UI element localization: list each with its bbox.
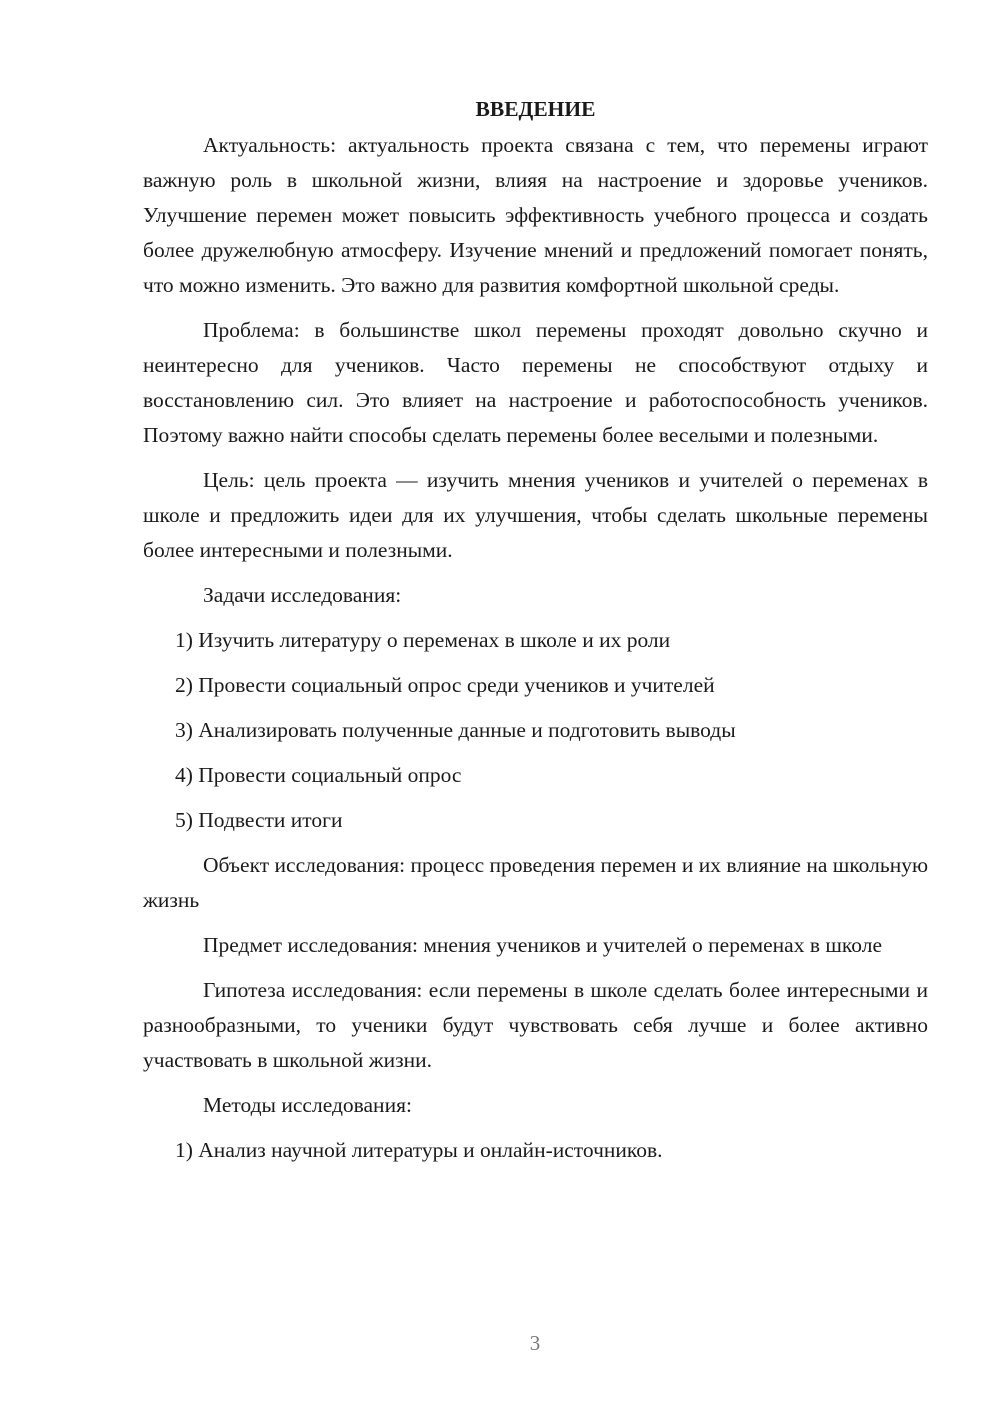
list-item: 3) Анализировать полученные данные и подготовить выводы [175, 718, 736, 742]
hypothesis-paragraph: Гипотеза исследования: если перемены в школе сделать более интересными и разнообразными, то ученики будут чувствовать себя лучше и более активно участвовать в школьной жизни. [143, 978, 928, 1072]
tasks-list [143, 623, 928, 838]
page-number: 3 [529, 1331, 541, 1355]
methods-heading: Методы исследования: [203, 1093, 412, 1117]
object-paragraph: Объект исследования: процесс проведения перемен и их влияние на школьную жизнь [143, 853, 929, 912]
tasks-heading: Задачи исследования: [203, 583, 402, 607]
list-item: 1) Изучить литературу о переменах в школе и их роли [175, 628, 671, 652]
document-page [143, 92, 928, 1178]
list-item: 4) Провести социальный опрос [175, 763, 462, 787]
methods-list [143, 1133, 928, 1168]
list-item: 5) Подвести итоги [175, 808, 343, 832]
subject-paragraph: Предмет исследования: мнения учеников и учителей о переменах в школе [203, 933, 883, 957]
page-title: ВВЕДЕНИЕ [475, 97, 596, 121]
relevance-paragraph: Актуальность: актуальность проекта связана с тем, что перемены играют важную роль в школьной жизни, влияя на настроение и здоровье учеников. Улучшение перемен может повысить эффективность учебного процесса и создать более дружелюбную атмосферу. Изучение мнений и предложений помогает понять, что можно изменить. Это важно для развития комфортной школьной среды. [143, 133, 928, 297]
goal-paragraph: Цель: цель проекта — изучить мнения учеников и учителей о переменах в школе и предложить идеи для их улучшения, чтобы сделать школьные перемены более интересными и полезными. [143, 468, 928, 562]
list-item: 1) Анализ научной литературы и онлайн-источников. [175, 1138, 663, 1162]
list-item: 2) Провести социальный опрос среди учеников и учителей [175, 673, 715, 697]
problem-paragraph: Проблема: в большинстве школ перемены проходят довольно скучно и неинтересно для учеников. Часто перемены не способствуют отдыху и восстановлению сил. Это влияет на настроение и работоспособность учеников. Поэтому важно найти способы сделать перемены более веселыми и полезными. [143, 318, 928, 447]
